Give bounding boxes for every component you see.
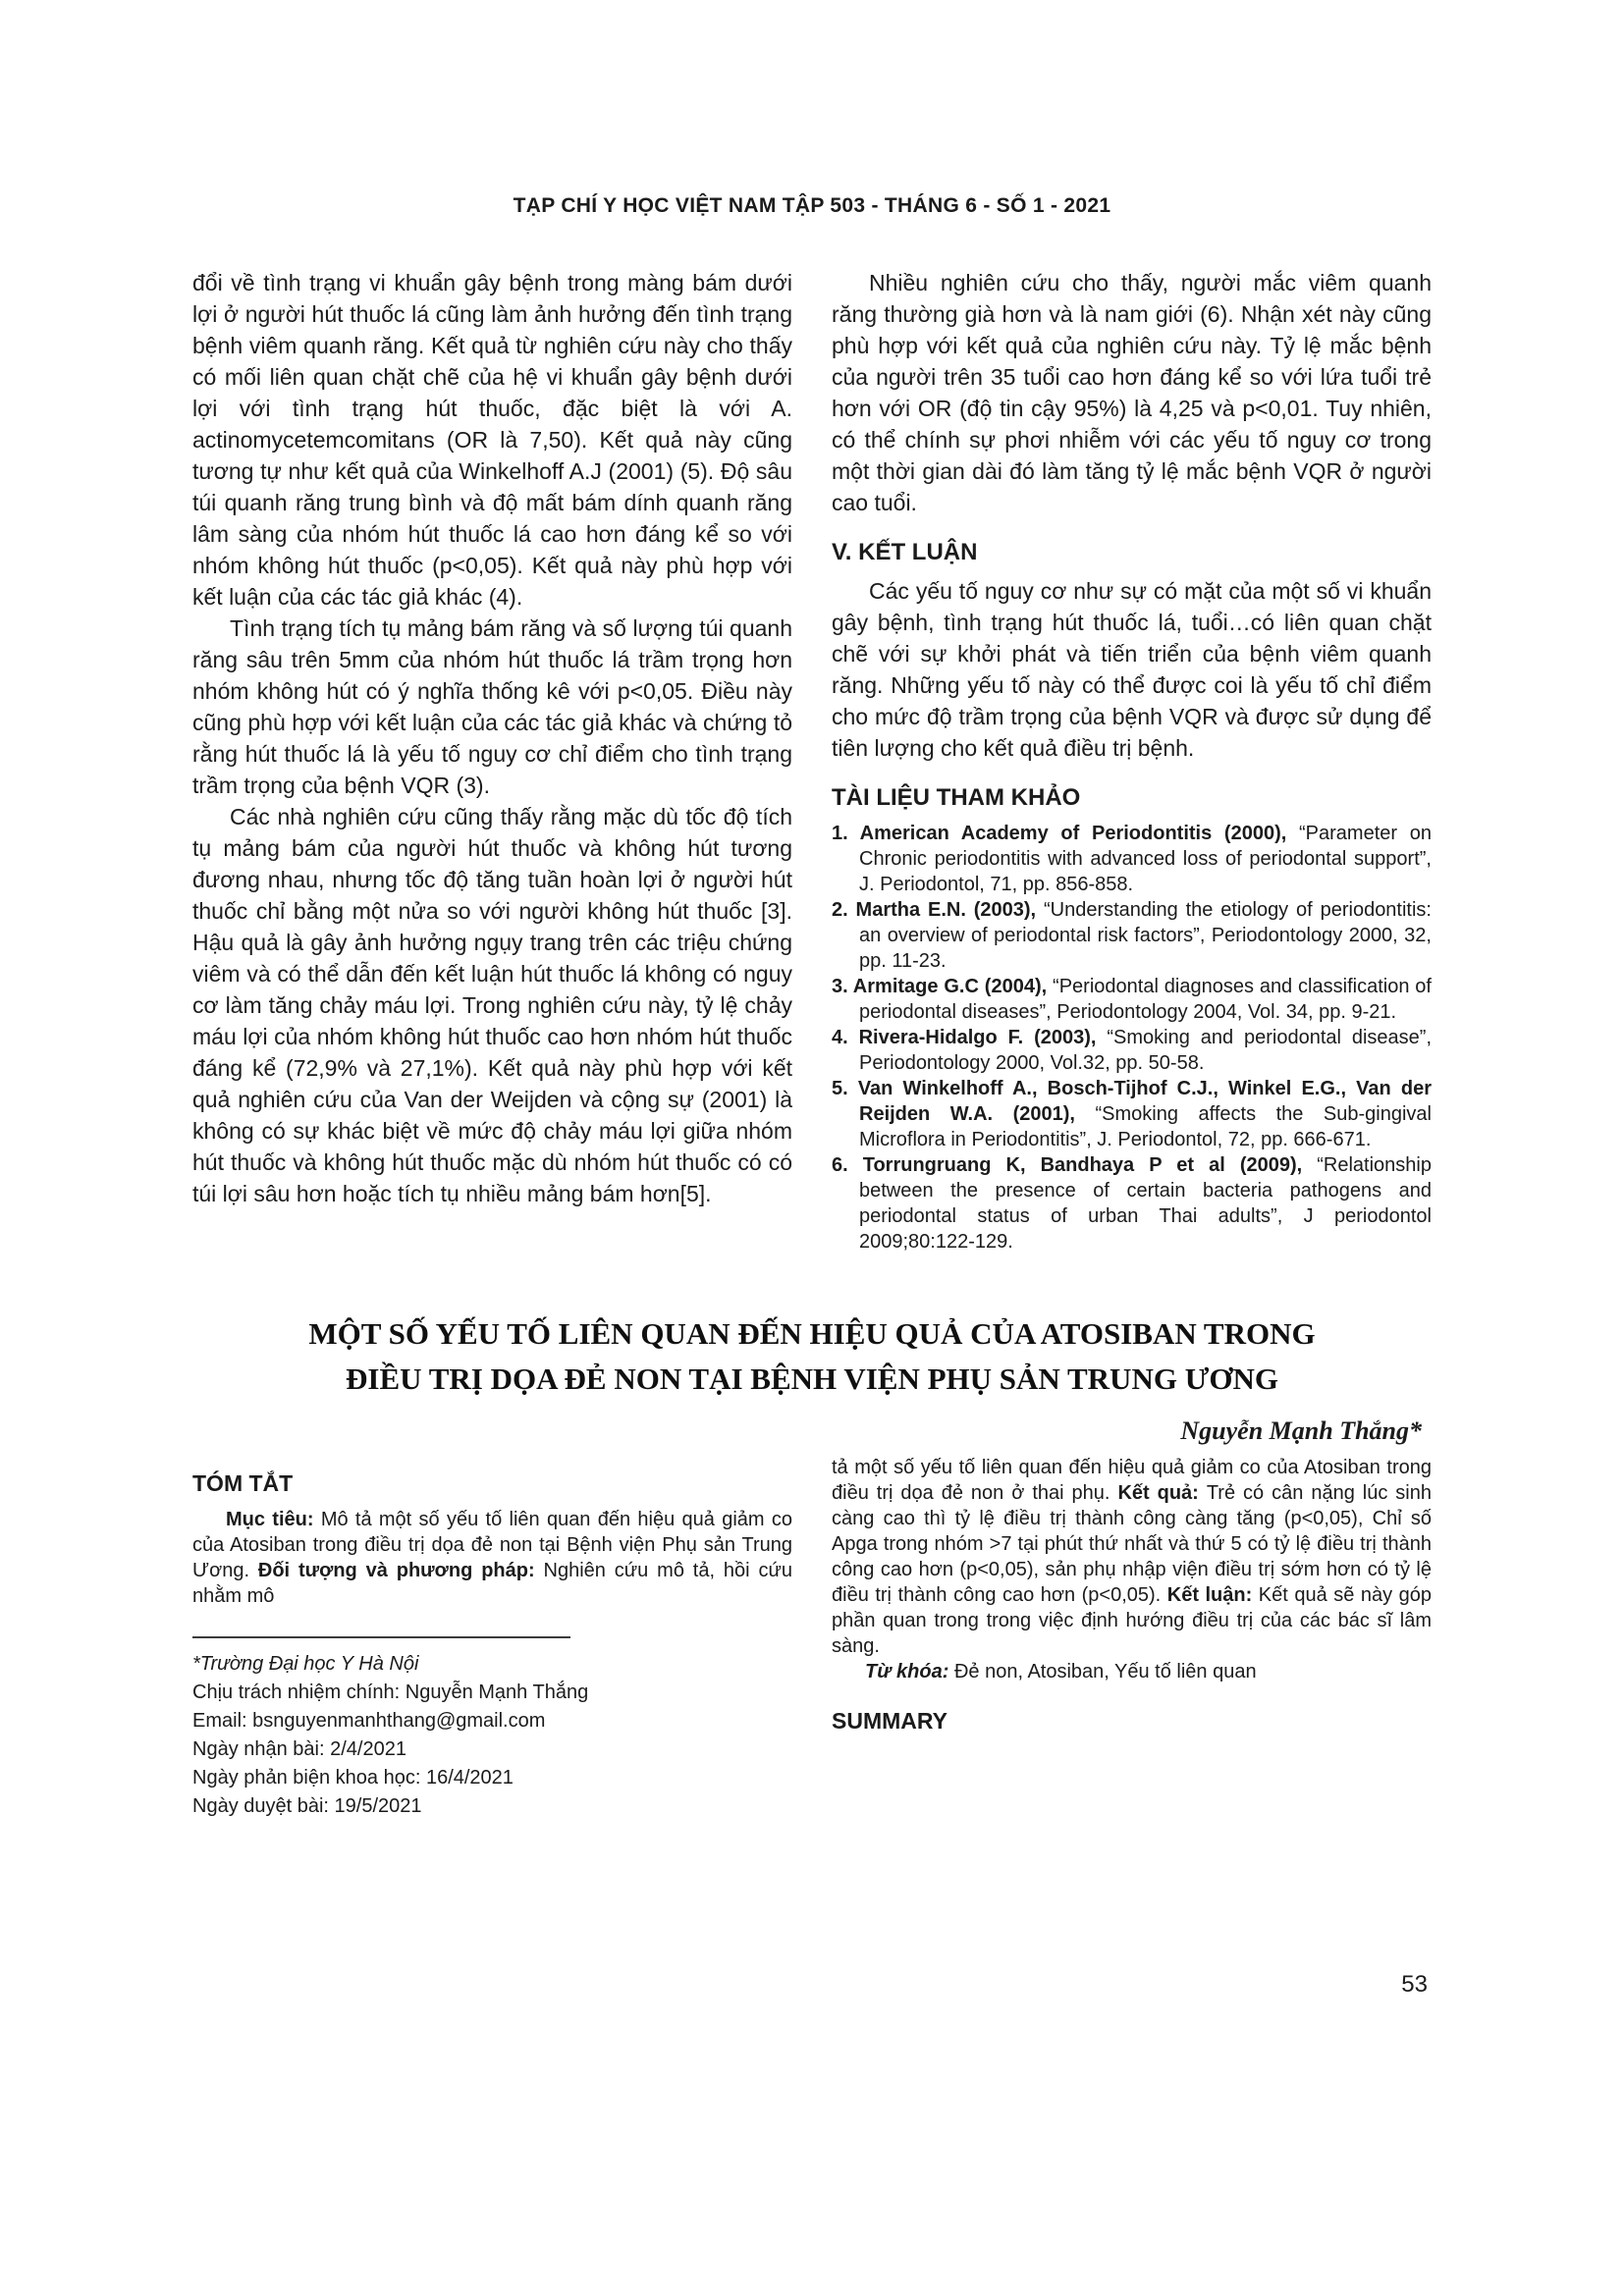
article-title-line-1: MỘT SỐ YẾU TỐ LIÊN QUAN ĐẾN HIỆU QUẢ CỦA ATOSIBAN TRONG bbox=[308, 1316, 1316, 1351]
footnote-received-date: Ngày nhận bài: 2/4/2021 bbox=[192, 1738, 406, 1760]
footnote-affiliation: *Trường Đại học Y Hà Nội bbox=[192, 1653, 419, 1675]
discussion-paragraph-1: đổi về tình trạng vi khuẩn gây bệnh trong màng bám dưới lợi ở người hút thuốc lá cũng làm ảnh hưởng đến tình trạng bệnh viêm quanh răng. Kết quả từ nghiên cứu này cho thấy có mối liên quan chặt chẽ của hệ vi khuẩn gây bệnh dưới lợi với tình trạng hút thuốc, đặc biệt là với A. actinomycetemcomitans (OR là 7,50). Kết quả này cũng tương tự như kết quả của Winkelhoff A.J (2001) (5). Độ sâu túi quanh răng trung bình và độ mất bám dính quanh răng lâm sàng của nhóm hút thuốc lá cao hơn đáng kể so với nhóm không hút thuốc (p<0,05). Kết quả này phù hợp với kết luận của các tác giả khác (4). bbox=[192, 270, 792, 610]
reference-item: 2. Martha E.N. (2003), “Understanding the etiology of periodontitis: an overview of periodontal risk factors”, Periodontology 2000, 32, pp. 11-23. bbox=[832, 899, 1432, 972]
references-list bbox=[832, 821, 1432, 1255]
conclusion-heading: V. KẾT LUẬN bbox=[832, 539, 978, 565]
reference-item: 6. Torrungruang K, Bandhaya P et al (2009), “Relationship between the presence of certain bacteria pathogens and periodontal status of urban Thai adults”, J periodontol 2009;80:122-129. bbox=[832, 1154, 1432, 1253]
abstract-left-column bbox=[192, 1455, 792, 1821]
footnote-email: Email: bsnguyenmanhthang@gmail.com bbox=[192, 1710, 546, 1732]
footnote-divider bbox=[192, 1636, 570, 1638]
reference-item: 4. Rivera-Hidalgo F. (2003), “Smoking and periodontal disease”, Periodontology 2000, Vol.32, pp. 50-58. bbox=[832, 1027, 1433, 1074]
summary-heading: SUMMARY bbox=[832, 1708, 947, 1734]
journal-page bbox=[192, 194, 1432, 1821]
footnote-block bbox=[192, 1636, 792, 1821]
discussion-left-column bbox=[192, 267, 792, 1209]
discussion-paragraph-2: Tình trạng tích tụ mảng bám răng và số lượng túi quanh răng sâu trên 5mm của nhóm hút thuốc lá trầm trọng hơn nhóm không hút có ý nghĩa thống kê với p<0,05. Điều này cũng phù hợp với kết luận của các tác giả khác và chứng tỏ rằng hút thuốc lá là yếu tố nguy cơ chỉ điểm cho tình trạng trầm trọng của bệnh VQR (3). bbox=[192, 615, 792, 798]
page-number: 53 bbox=[1401, 1971, 1428, 1998]
discussion-right-column bbox=[832, 267, 1432, 1255]
journal-header: TẠP CHÍ Y HỌC VIỆT NAM TẬP 503 - THÁNG 6 - SỐ 1 - 2021 bbox=[513, 194, 1111, 217]
footnote-responsible: Chịu trách nhiệm chính: Nguyễn Mạnh Thắng bbox=[192, 1682, 589, 1703]
reference-item: 3. Armitage G.C (2004), “Periodontal diagnoses and classification of periodontal diseases”, Periodontology 2004, Vol. 34, pp. 9-21. bbox=[832, 976, 1432, 1023]
abstract-section bbox=[192, 1455, 1432, 1821]
reference-item: 5. Van Winkelhoff A., Bosch-Tijhof C.J., Winkel E.G., Van der Reijden W.A. (2001), “Smoking affects the Sub-gingival Microflora in Periodontitis”, J. Periodontol, 72, pp. 666-671. bbox=[832, 1078, 1432, 1150]
references-heading: TÀI LIỆU THAM KHẢO bbox=[832, 784, 1081, 811]
abstract-heading: TÓM TẮT bbox=[192, 1470, 294, 1496]
article-title bbox=[192, 1311, 1432, 1402]
keywords-line: Từ khóa: Đẻ non, Atosiban, Yếu tố liên quan bbox=[865, 1661, 1257, 1682]
article-title-block bbox=[192, 1311, 1432, 1447]
footnote-review-date: Ngày phản biện khoa học: 16/4/2021 bbox=[192, 1767, 514, 1789]
discussion-paragraph-3: Các nhà nghiên cứu cũng thấy rằng mặc dù tốc độ tích tụ mảng bám của người hút thuốc và không hút tương đương nhau, nhưng tốc độ tăng tuần hoàn lợi ở người hút thuốc chỉ bằng một nửa so với người không hút thuốc [3]. Hậu quả là gây ảnh hưởng ngụy trang trên các triệu chứng viêm và có thể dẫn đến kết luận hút thuốc lá không có nguy cơ làm tăng chảy máu lợi. Trong nghiên cứu này, tỷ lệ chảy máu lợi của nhóm không hút thuốc cao hơn nhóm hút thuốc đáng kể (72,9% và 27,1%). Kết quả này phù hợp với kết quả nghiên cứu của Van der Weijden và cộng sự (2001) là không có sự khác biệt về mức độ chảy máu lợi giữa nhóm hút thuốc và không hút thuốc mặc dù nhóm hút thuốc có có túi lợi sâu hơn hoặc tích tụ nhiều mảng bám hơn[5]. bbox=[192, 804, 792, 1206]
reference-item: 1. American Academy of Periodontitis (2000), “Parameter on Chronic periodontitis with advanced loss of periodontal support”, J. Periodontol, 71, pp. 856-858. bbox=[832, 823, 1433, 895]
article-author: Nguyễn Mạnh Thắng* bbox=[1180, 1416, 1422, 1445]
conclusion-text: Các yếu tố nguy cơ như sự có mặt của một số vi khuẩn gây bệnh, tình trạng hút thuốc lá, tuổi…có liên quan chặt chẽ với sự khởi phát và tiến triển của bệnh viêm quanh răng. Những yếu tố này có thể được coi là yếu tố chỉ điểm cho mức độ trầm trọng của bệnh VQR và được sử dụng để tiên lượng cho kết quả điều trị bệnh. bbox=[832, 578, 1432, 761]
footnote-accepted-date: Ngày duyệt bài: 19/5/2021 bbox=[192, 1795, 422, 1817]
article-title-line-2: ĐIỀU TRỊ DỌA ĐẺ NON TẠI BỆNH VIỆN PHỤ SẢN TRUNG ƯƠNG bbox=[346, 1362, 1278, 1396]
abstract-text-left: Mục tiêu: Mô tả một số yếu tố liên quan đến hiệu quả giảm co của Atosiban trong điều trị dọa đẻ non tại Bệnh viện Phụ sản Trung Ương. Đối tượng và phương pháp: Nghiên cứu mô tả, hồi cứu nhằm mô bbox=[192, 1509, 792, 1607]
discussion-section bbox=[192, 267, 1432, 1255]
discussion-paragraph-4: Nhiều nghiên cứu cho thấy, người mắc viêm quanh răng thường già hơn và là nam giới (6). Nhận xét này cũng phù hợp với kết quả của nghiên cứu này. Tỷ lệ mắc bệnh của người trên 35 tuổi cao hơn đáng kể so với lứa tuổi trẻ hơn với OR (độ tin cậy 95%) là 4,25 và p<0,01. Tuy nhiên, có thể chính sự phơi nhiễm với các yếu tố nguy cơ trong một thời gian dài đó làm tăng tỷ lệ mắc bệnh VQR ở người cao tuổi. bbox=[832, 270, 1432, 515]
abstract-right-column bbox=[832, 1455, 1432, 1735]
abstract-text-right: tả một số yếu tố liên quan đến hiệu quả giảm co của Atosiban trong điều trị dọa đẻ non ở thai phụ. Kết quả: Trẻ có cân nặng lúc sinh càng cao thì tỷ lệ điều trị thành công càng tăng (p<0,05), Chỉ số Apga trong nhóm >7 tại phút thứ nhất và thứ 5 có tỷ lệ điều trị thành công cao hơn (p<0,05), sản phụ nhập viện điều trị sớm hơn có tỷ lệ điều trị thành công cao hơn (p<0,05). Kết luận: Kết quả sẽ này góp phần quan trong trong việc định hướng điều trị của các bác sĩ lâm sàng. bbox=[832, 1457, 1433, 1657]
